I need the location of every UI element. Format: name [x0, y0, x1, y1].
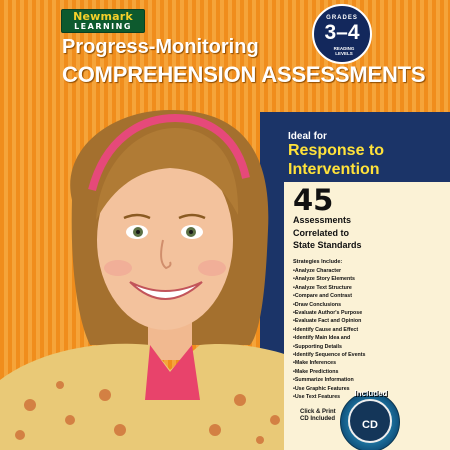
strategy-item: • Draw Conclusions: [293, 301, 403, 309]
cd-included-label: Included: [354, 389, 388, 398]
title-line-1: Progress-Monitoring: [62, 36, 259, 58]
strategy-item: • Evaluate Fact and Opinion: [293, 317, 403, 325]
strategy-item: • Summarize Information: [293, 376, 403, 384]
girl-photo: [0, 100, 330, 450]
grades-label: GRADES: [326, 15, 358, 21]
assessments-line-2: Correlated to: [293, 228, 350, 238]
grades-range: 3–4: [324, 21, 360, 44]
assessment-count: 45: [293, 183, 334, 217]
assessments-line-3: State Standards: [293, 240, 362, 250]
logo-text-bottom: LEARNING: [74, 22, 132, 31]
strategy-item: • Analyze Character: [293, 267, 403, 275]
strategies-header: Strategies Include:: [293, 259, 343, 265]
strategy-item: • Use Text Features: [293, 393, 403, 401]
assessments-line-1: Assessments: [293, 215, 352, 225]
strategy-item: • Identify Sequence of Events: [293, 351, 403, 359]
title-line-2: COMPREHENSION ASSESSMENTS: [62, 62, 426, 87]
strategy-item: • Compare and Contrast: [293, 292, 403, 300]
rti-line-2: Intervention: [288, 161, 380, 178]
newmark-learning-logo: [61, 9, 145, 33]
strategy-item: • Identify Cause and Effect: [293, 326, 403, 334]
reading-levels-label: READING LEVELS: [333, 46, 355, 56]
strategy-list: [293, 267, 403, 402]
cd-text-line-1: Click & Print: [300, 409, 336, 415]
strategy-item: • Analyze Story Elements: [293, 275, 403, 283]
cd-label: CD: [362, 419, 378, 431]
strategy-item: • Evaluate Author's Purpose: [293, 309, 403, 317]
strategy-item: • Supporting Details: [293, 343, 403, 351]
strategy-item: • Make Predictions: [293, 368, 403, 376]
strategy-item: • Identify Main Idea and: [293, 334, 403, 342]
grades-badge: [312, 4, 372, 64]
strategy-item: • Analyze Text Structure: [293, 284, 403, 292]
strategy-item: • Use Graphic Features: [293, 385, 403, 393]
strategy-item: • Make Inferences: [293, 359, 403, 367]
cd-text-line-2: CD Included: [300, 416, 336, 422]
ideal-for-text: Ideal for: [288, 131, 327, 142]
rti-line-1: Response to: [288, 142, 385, 159]
logo-text-top: Newmark: [73, 10, 133, 23]
